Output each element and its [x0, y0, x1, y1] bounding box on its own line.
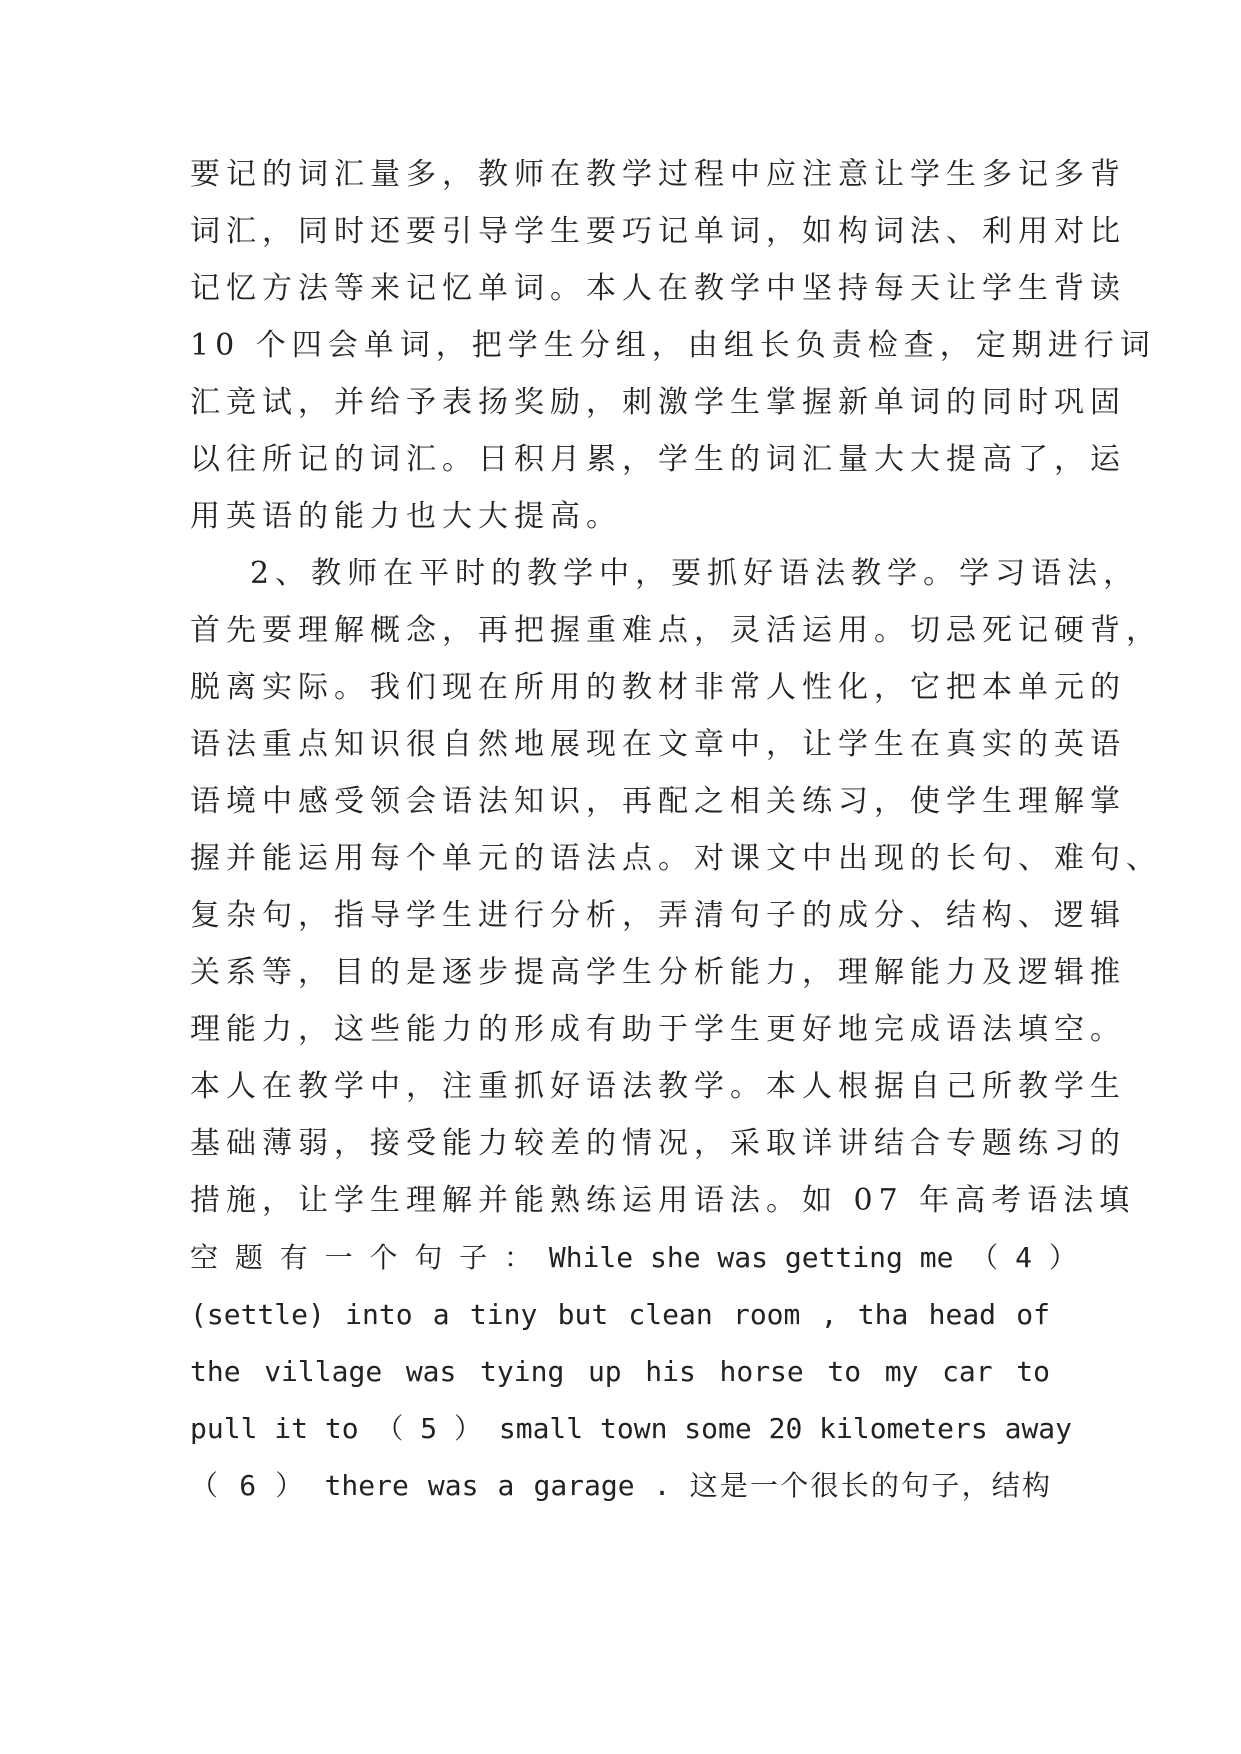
- paragraph-first-line: 2、教师在平时的教学中，要抓好语法教学。学习语法，: [250, 556, 1140, 591]
- text-line: the village was tying up his horse to my car to: [190, 1355, 1050, 1388]
- text-line: （ 6 ） there was a garage . 这是一个很长的句子，结构: [190, 1469, 1050, 1502]
- text-line: 首先要理解概念，再把握重难点，灵活运用。切忌死记硬背，: [190, 613, 1162, 648]
- text-line: 要记的词汇量多，教师在教学过程中应注意让学生多记多背: [190, 157, 1126, 192]
- text-line: 脱离实际。我们现在所用的教材非常人性化，它把本单元的: [190, 670, 1126, 705]
- text-line: 复杂句，指导学生进行分析，弄清句子的成分、结构、逻辑: [190, 898, 1126, 933]
- text-line: 措施，让学生理解并能熟练运用语法。如 07 年高考语法填: [190, 1183, 1136, 1218]
- text-line: 理能力，这些能力的形成有助于学生更好地完成语法填空。: [190, 1012, 1126, 1047]
- text-line: 语境中感受领会语法知识，再配之相关练习，使学生理解掌: [190, 784, 1126, 819]
- text-line: 词汇，同时还要引导学生要巧记单词，如构词法、利用对比: [190, 214, 1126, 249]
- text-line: 本人在教学中，注重抓好语法教学。本人根据自己所教学生: [190, 1069, 1126, 1104]
- text-line: (settle) into a tiny but clean room , tha head of: [190, 1298, 1050, 1331]
- text-line: 握并能运用每个单元的语法点。对课文中出现的长句、难句、: [190, 841, 1162, 876]
- text-line: 语法重点知识很自然地展现在文章中，让学生在真实的英语: [190, 727, 1126, 762]
- text-line: 汇竞试，并给予表扬奖励，刺激学生掌握新单词的同时巩固: [190, 385, 1126, 420]
- text-line: pull it to （ 5 ） small town some 20 kilometers away: [190, 1412, 1073, 1445]
- text-line: 空 题 有 一 个 句 子 ： While she was getting me （ 4 ）: [190, 1241, 1077, 1274]
- text-line: 以往所记的词汇。日积月累，学生的词汇量大大提高了，运: [190, 442, 1126, 477]
- text-line: 记忆方法等来记忆单词。本人在教学中坚持每天让学生背读: [190, 271, 1126, 306]
- text-line: 基础薄弱，接受能力较差的情况，采取详讲结合专题练习的: [190, 1126, 1126, 1161]
- text-line: 10 个四会单词，把学生分组，由组长负责检查，定期进行词: [190, 328, 1156, 363]
- text-line: 用英语的能力也大大提高。: [190, 499, 622, 534]
- text-line: 关系等，目的是逐步提高学生分析能力，理解能力及逻辑推: [190, 955, 1126, 990]
